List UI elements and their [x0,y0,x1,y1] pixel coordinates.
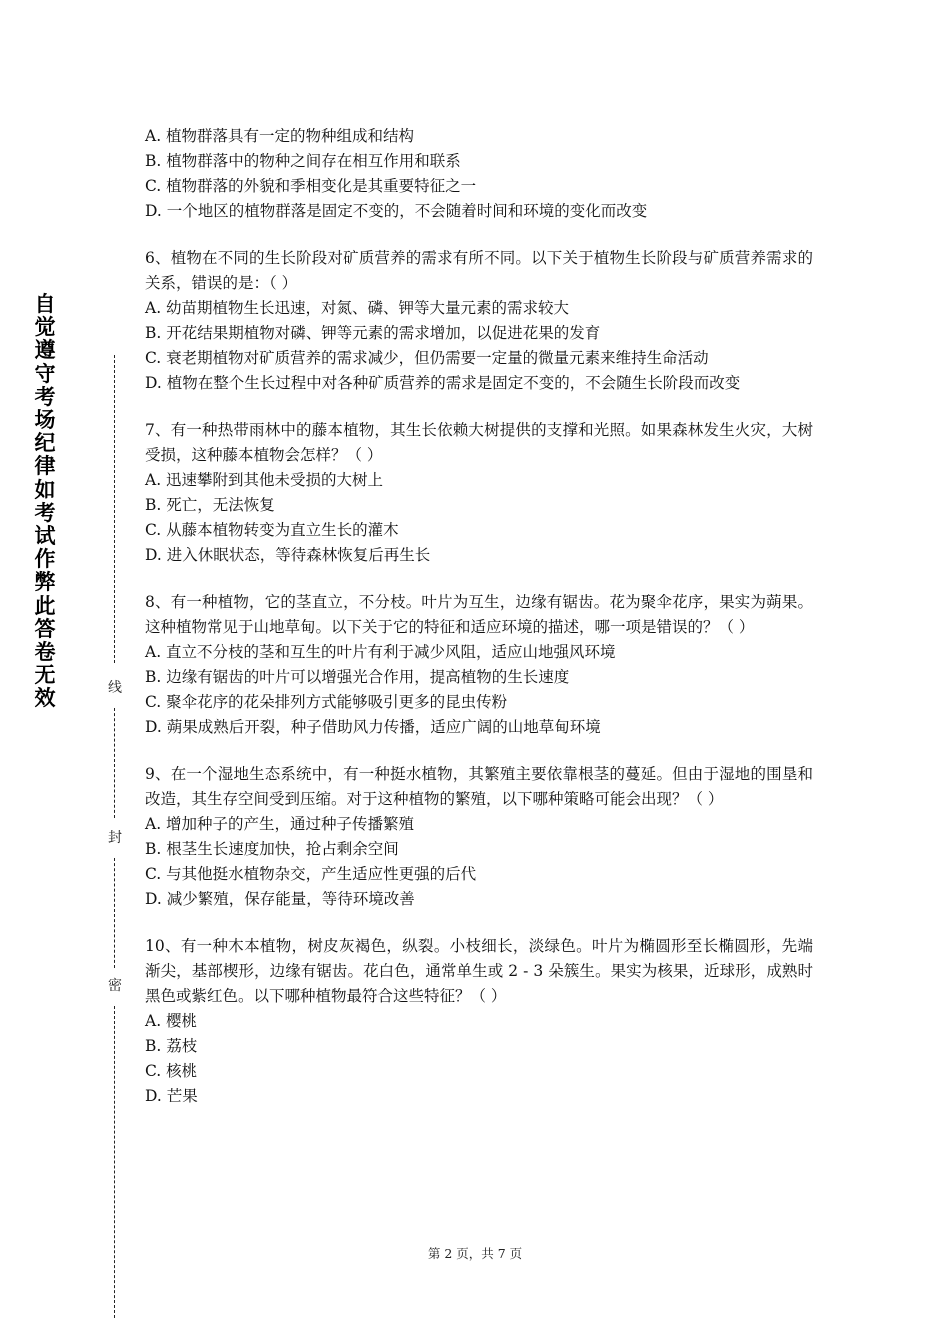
page-number: 第 2 页，共 7 页 [427,1246,523,1261]
q9-option-b: B. 根茎生长速度加快，抢占剩余空间 [145,840,399,858]
q10-option-d: D. 芒果 [145,1087,198,1105]
q5-option-d: D. 一个地区的植物群落是固定不变的，不会随着时间和环境的变化而改变 [145,202,648,220]
q8-option-c: C. 聚伞花序的花朵排列方式能够吸引更多的昆虫传粉 [145,693,508,711]
seal-seal-label: 封 [108,830,122,846]
q9-option-d: D. 减少繁殖，保存能量，等待环境改善 [145,890,415,908]
seal-secret-label: 密 [108,978,122,994]
q6-option-d: D. 植物在整个生长过程中对各种矿质营养的需求是固定不变的，不会随生长阶段而改变 [145,374,741,392]
seal-dashed-line [114,858,115,968]
question-content [145,124,813,1109]
q8-option-b: B. 边缘有锯齿的叶片可以增强光合作用，提高植物的生长速度 [145,668,570,686]
q5-option-a: A. 植物群落具有一定的物种组成和结构 [145,127,415,145]
q10-option-c: C. 核桃 [145,1062,198,1080]
seal-line-label: 线 [108,680,122,696]
seal-dashed-line [114,708,115,818]
question-9 [145,762,813,912]
q6-option-a: A. 幼苗期植物生长迅速，对氮、磷、钾等大量元素的需求较大 [145,299,570,317]
q9-option-a: A. 增加种子的产生，通过种子传播繁殖 [145,815,415,833]
seal-dashed-line [114,355,115,663]
q8-stem: 8、有一种植物，它的茎直立，不分枝。叶片为互生，边缘有锯齿。花为聚伞花序，果实为蒴果。这种植物常见于山地草甸。以下关于它的特征和适应环境的描述，哪一项是错误的？（ ） [145,593,813,636]
q9-option-c: C. 与其他挺水植物杂交，产生适应性更强的后代 [145,865,477,883]
question-10 [145,934,813,1109]
q8-option-a: A. 直立不分枝的茎和互生的叶片有利于减少风阻，适应山地强风环境 [145,643,616,661]
q10-option-b: B. 荔枝 [145,1037,198,1055]
question-7 [145,418,813,568]
q8-option-d: D. 蒴果成熟后开裂，种子借助风力传播，适应广阔的山地草甸环境 [145,718,601,736]
question-8 [145,590,813,740]
q9-stem: 9、在一个湿地生态系统中，有一种挺水植物，其繁殖主要依靠根茎的蔓延。但由于湿地的围垦和改造，其生存空间受到压缩。对于这种植物的繁殖，以下哪种策略可能会出现？（ ） [145,765,813,808]
q7-option-c: C. 从藤本植物转变为直立生长的灌木 [145,521,399,539]
question-5-options [145,124,813,224]
q5-option-b: B. 植物群落中的物种之间存在相互作用和联系 [145,152,461,170]
q5-option-c: C. 植物群落的外貌和季相变化是其重要特征之一 [145,177,477,195]
q6-stem: 6、植物在不同的生长阶段对矿质营养的需求有所不同。以下关于植物生长阶段与矿质营养需求的关系，错误的是：（ ） [145,249,813,292]
question-6 [145,246,813,396]
q7-option-a: A. 迅速攀附到其他未受损的大树上 [145,471,384,489]
exam-discipline-notice: 自觉遵守考场纪律如考试作弊此答卷无效 [34,292,56,711]
q7-option-d: D. 进入休眠状态，等待森林恢复后再生长 [145,546,431,564]
q7-stem: 7、有一种热带雨林中的藤本植物，其生长依赖大树提供的支撑和光照。如果森林发生火灾，大树受损，这种藤本植物会怎样？（ ） [145,421,813,464]
q10-stem: 10、有一种木本植物，树皮灰褐色，纵裂。小枝细长，淡绿色。叶片为椭圆形至长椭圆形，先端渐尖，基部楔形，边缘有锯齿。花白色，通常单生或 2 - 3 朵簇生。果实为核果，近球形，成熟时黑色或紫红色。以下哪种植物最符合这些特征？（ ） [145,937,813,1005]
q7-option-b: B. 死亡，无法恢复 [145,496,275,514]
q6-option-b: B. 开花结果期植物对磷、钾等元素的需求增加，以促进花果的发育 [145,324,601,342]
q10-option-a: A. 樱桃 [145,1012,198,1030]
seal-dashed-line [114,1006,115,1318]
q6-option-c: C. 衰老期植物对矿质营养的需求减少，但仍需要一定量的微量元素来维持生命活动 [145,349,709,367]
